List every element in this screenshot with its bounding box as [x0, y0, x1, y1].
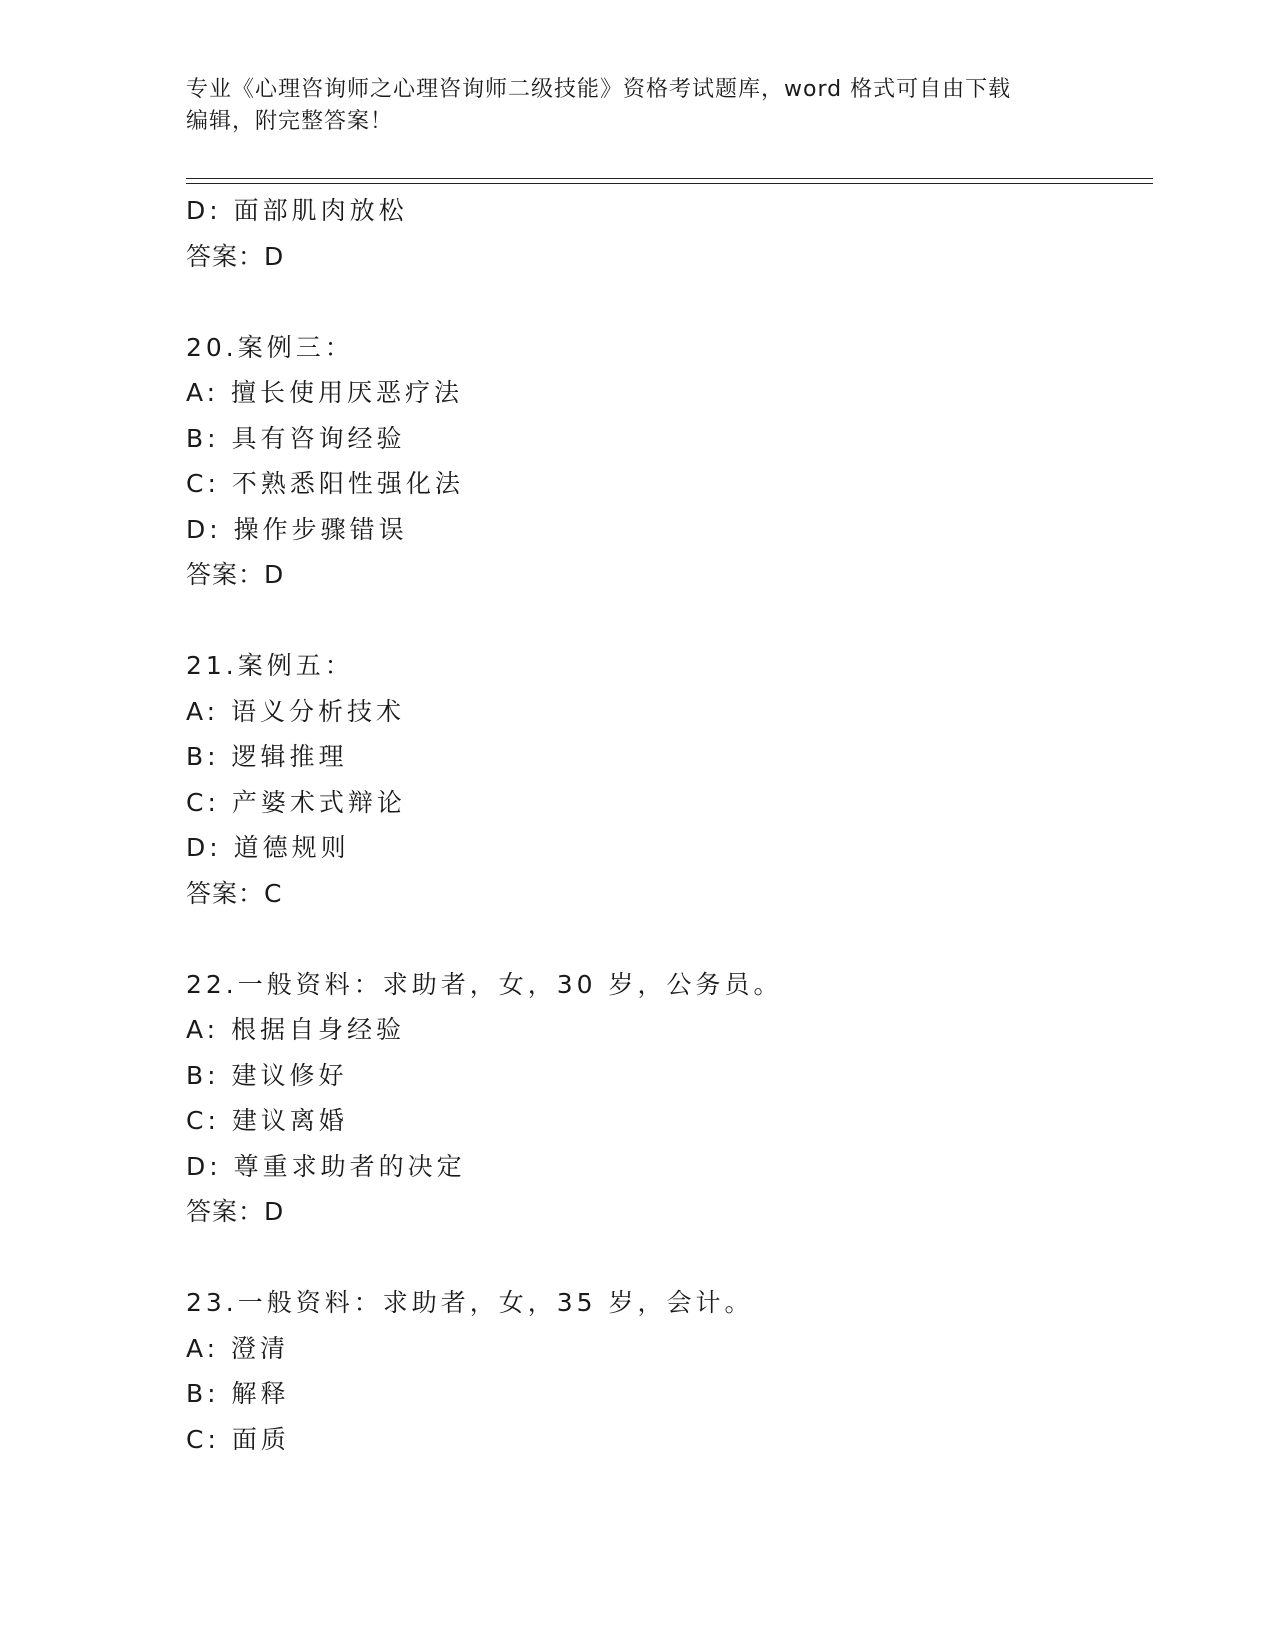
question-list [186, 188, 1146, 1462]
option-a: A: 语义分析技术 [186, 696, 406, 726]
answer-line: 答案：D [186, 1197, 285, 1226]
header-divider-top [186, 178, 1153, 179]
option-c: C: 面质 [186, 1424, 290, 1454]
header-divider-bottom [186, 183, 1153, 184]
answer-line: 答案：D [186, 241, 285, 271]
answer-line: 答案：C [186, 878, 283, 908]
question-21 [186, 643, 1146, 916]
question-20 [186, 325, 1146, 598]
header-line-1: 专业《心理咨询师之心理咨询师二级技能》资格考试题库，word 格式可自由下载 [186, 77, 1012, 102]
question-stem: 21.案例五： [186, 651, 354, 680]
option-d: D: 面部肌肉放松 [186, 196, 408, 225]
option-b: B: 解释 [186, 1379, 290, 1408]
option-a: A: 根据自身经验 [186, 1015, 406, 1044]
option-d: D: 操作步骤错误 [186, 514, 408, 544]
option-d: D: 道德规则 [186, 833, 350, 862]
question-stem: 22.一般资料：求助者，女，30 岁，公务员。 [186, 969, 783, 999]
question-stem: 20.案例三： [186, 332, 354, 362]
answer-line: 答案：D [186, 560, 285, 589]
previous-question-fragment [186, 188, 1146, 279]
option-a: A: 澄清 [186, 1333, 290, 1363]
document-header [186, 74, 1086, 138]
option-a: A: 擅长使用厌恶疗法 [186, 378, 464, 407]
question-stem: 23.一般资料：求助者，女，35 岁，会计。 [186, 1288, 754, 1317]
option-b: B: 逻辑推理 [186, 742, 348, 771]
question-23 [186, 1280, 1146, 1462]
option-b: B: 建议修好 [186, 1060, 348, 1090]
option-c: C: 建议离婚 [186, 1106, 348, 1135]
question-22 [186, 962, 1146, 1235]
option-b: B: 具有咨询经验 [186, 423, 406, 453]
option-d: D: 尊重求助者的决定 [186, 1151, 466, 1181]
option-c: C: 不熟悉阳性强化法 [186, 469, 464, 498]
option-c: C: 产婆术式辩论 [186, 787, 406, 817]
header-line-2: 编辑，附完整答案！ [186, 109, 394, 134]
